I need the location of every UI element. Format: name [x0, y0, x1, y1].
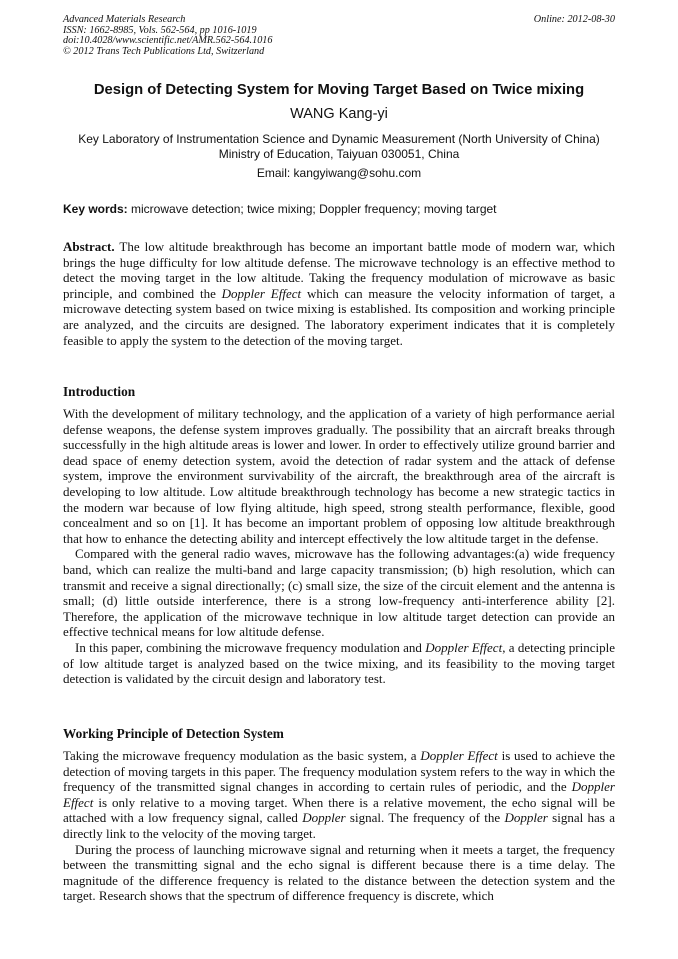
abstract-label: Abstract.	[63, 239, 115, 254]
working-paragraph-2: During the process of launching microwave signal and returning when it meets a target, the frequency between the transmitting signal and the echo signal is different because there is a time delay. The magnitude of the difference frequency is related to the distance between the detection system and the target. Research shows that the spectrum of difference frequency is discrete, which	[63, 841, 615, 904]
work-p1-em2: Doppler Effect	[63, 779, 615, 810]
introduction-paragraph-2: Compared with the general radio waves, microwave has the following advantages:(a) wide frequency band, which can realize the multi-band and large capacity transmission; (b) high resolution, which can transmit and receive a signal directionally; (c) small size, the size of the circuit element and the antenna is small; (d) little outside interference, there is a strong low-frequency anti-interference ability [2]. Therefore, the application of the microwave technique in low altitude target detection can provide an effective technical means for low altitude defense.	[63, 546, 615, 640]
section-heading-working-principle: Working Principle of Detection System	[63, 726, 284, 741]
abstract-part-1: The low altitude breakthrough has become an important battle mode of modern war, which brings the huge difficulty for low altitude defense. The microwave technology is an effective method to detect the moving target in the low altitude. Taking the frequency modulation of microwave as basic principle, and combined the	[63, 239, 615, 301]
author-email: Email: kangyiwang@sohu.com	[256, 166, 422, 180]
work-p1-a: Taking the microwave frequency modulation as the basic system, a	[63, 748, 421, 763]
journal-name: Advanced Materials Research	[63, 14, 186, 25]
affiliation-line-1: Key Laboratory of Instrumentation Science and Dynamic Measurement (North University of China)	[78, 132, 600, 146]
working-paragraph-1	[63, 748, 615, 842]
work-p1-em3: Doppler	[302, 810, 346, 826]
keywords	[63, 202, 615, 216]
abstract-text	[63, 239, 615, 348]
work-p1-d: signal. The frequency of the	[345, 810, 505, 826]
section-introduction	[63, 384, 615, 400]
journal-header	[63, 15, 615, 58]
author-name: WANG Kang-yi	[290, 106, 388, 122]
abstract	[63, 239, 615, 348]
affiliation-line-2: Ministry of Education, Taiyuan 030051, China	[218, 147, 460, 161]
work-p1-c: is only relative to a moving target. When there is a relative movement, the echo signal will be attached with a low frequency signal, called	[63, 794, 615, 826]
issn-line: ISSN: 1662-8985, Vols. 562-564, pp 1016-1019	[63, 24, 257, 36]
keywords-label: Key words:	[63, 202, 128, 216]
copyright-line: © 2012 Trans Tech Publications Ltd, Switzerland	[63, 46, 265, 58]
affiliation	[40, 132, 638, 162]
section-working-principle	[63, 726, 615, 742]
introduction-paragraph-1: With the development of military technology, and the application of a variety of high performance aerial defense weapons, the defense system improves gradually. The possibility that an aircraft breaks through successfully in the high altitude areas is lower and lower. In order to effectively utilize ground barrier and dead space of enemy detection system, avoid the detection of radar system and the attack of defense system, improve the environment survivability of the aircraft, the breakthrough area of the aircraft is developing to low altitude. Low altitude breakthrough technology has become a new strategic tactics in the modern war because of low flying altitude, high speed, strong stealth performance, flexible, good concealment and so on [1]. It has become an important problem of opposing low altitude breakthrough that how to enhance the detecting ability and intercept effectively the low altitude target in the defense.	[63, 406, 615, 546]
intro-p3-emphasis: Doppler Effect	[425, 639, 503, 655]
doi-line: doi:10.4028/www.scientific.net/AMR.562-564.1016	[63, 35, 273, 47]
work-p1-b: is used to achieve the detection of moving targets in this paper. The frequency modulation system refers to the way in which the frequency of the transmitted signal changes in according to certain rules of periodic, and the	[63, 748, 615, 795]
paper-title: Design of Detecting System for Moving Target Based on Twice mixing	[93, 82, 585, 98]
intro-p3-part-a: In this paper, combining the microwave frequency modulation and	[75, 639, 426, 655]
keywords-text: microwave detection; twice mixing; Doppler frequency; moving target	[127, 202, 497, 216]
work-p1-e: signal has a directly link to the velocity of the moving target.	[63, 810, 615, 841]
introduction-body	[63, 406, 615, 687]
work-p1-em4: Doppler	[504, 810, 548, 826]
intro-p3-part-b: , a detecting principle of low altitude target is analyzed based on the twice mixing, and its feasibility to the moving target detection is validated by the circuit design and laboratory test.	[63, 639, 615, 687]
work-p1-em1: Doppler Effect	[420, 748, 498, 763]
introduction-paragraph-3	[63, 640, 615, 687]
abstract-part-2: which can measure the velocity information of target, a microwave detecting system based on twice mixing is established. Its composition and working principle are analyzed, and the circuits are designed. The laboratory experiment indicates that it is completely feasible to apply the system to the detection of the moving target.	[63, 285, 615, 348]
abstract-emphasis: Doppler Effect	[221, 285, 302, 301]
section-heading-introduction: Introduction	[63, 384, 136, 399]
online-date: Online: 2012-08-30	[533, 14, 615, 25]
working-principle-body	[63, 748, 615, 904]
